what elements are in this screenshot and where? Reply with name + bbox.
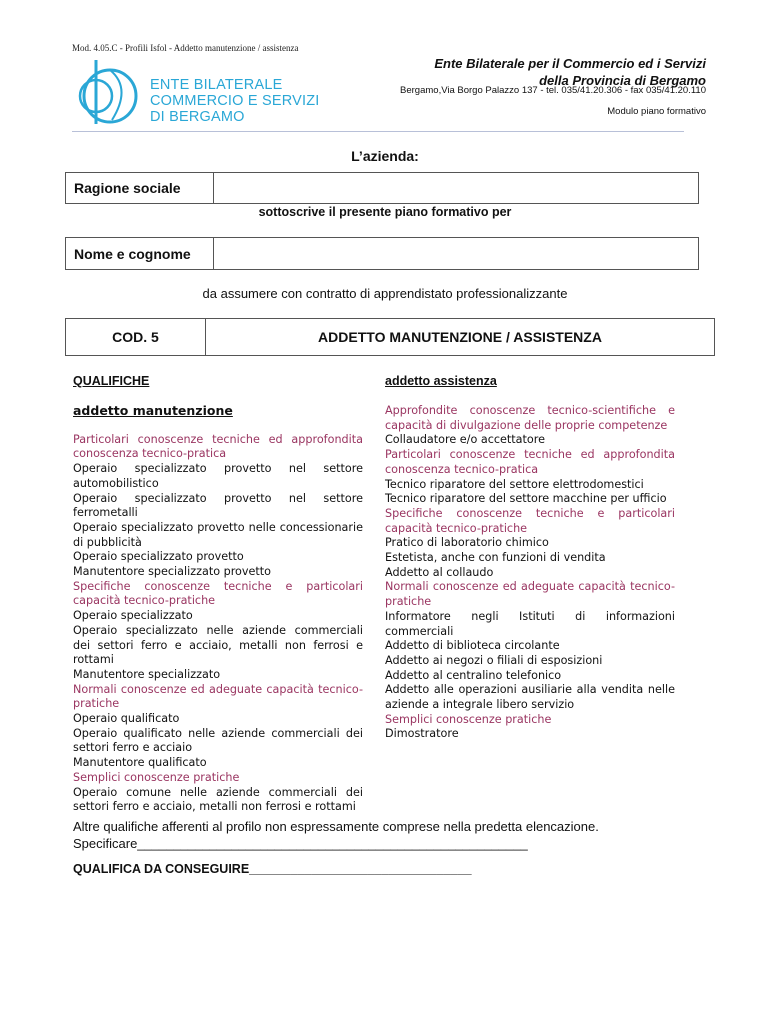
doc-type: Modulo piano formativo: [607, 106, 706, 117]
manutenzione-level-heading: Specifiche conoscenze tecniche e particolari capacità tecnico-pratiche: [73, 579, 363, 608]
profile-box: [65, 318, 715, 356]
assistenza-item: Tecnico riparatore del settore elettrodomestici: [385, 477, 644, 491]
assistenza-list: [385, 404, 675, 742]
logo-line: DI BERGAMO: [150, 109, 245, 125]
ragione-sociale-label: Ragione sociale: [66, 173, 214, 203]
assistenza-item: Tecnico riparatore del settore macchine per ufficio: [385, 492, 667, 506]
manutenzione-item: Manutentore qualificato: [73, 756, 207, 770]
manutenzione-item: Operaio specializzato provetto nel settore automobilistico: [73, 462, 363, 490]
assistenza-column: [385, 404, 675, 742]
assistenza-level-heading: Specifiche conoscenze tecniche e particolari capacità tecnico-pratiche: [385, 506, 675, 535]
org-address: Bergamo,Via Borgo Palazzo 137 - tel. 035/41.20.306 - fax 035/41.20.110: [400, 85, 706, 96]
manutenzione-item: Manutentore specializzato: [73, 667, 221, 681]
specificare-field[interactable]: Specificare______________________________________________________: [73, 836, 528, 851]
manutenzione-item: Operaio specializzato nelle aziende commerciali dei settori ferro e acciaio, metalli non ferrosi e rottami: [73, 623, 363, 667]
cod-label: COD. 5: [66, 319, 206, 355]
manutenzione-item: Operaio specializzato provetto: [73, 550, 244, 564]
nome-cognome-field[interactable]: [214, 238, 698, 269]
altre-qualifiche: [73, 818, 713, 852]
assistenza-level-heading: Semplici conoscenze pratiche: [385, 712, 552, 726]
assistenza-heading: addetto assistenza: [385, 374, 497, 388]
manutenzione-column: [73, 404, 363, 815]
ragione-sociale-row: [65, 172, 699, 204]
assistenza-item: Dimostratore: [385, 727, 459, 741]
header-divider: [72, 131, 684, 132]
assistenza-item: Addetto al collaudo: [385, 565, 494, 579]
assistenza-level-heading: Particolari conoscenze tecniche ed approfondita conoscenza tecnico-pratica: [385, 448, 675, 476]
manutenzione-level-heading: Semplici conoscenze pratiche: [73, 770, 240, 784]
ragione-sociale-field[interactable]: [214, 173, 698, 203]
assistenza-level-heading: Normali conoscenze ed adeguate capacità tecnico-pratiche: [385, 580, 675, 609]
assistenza-item: Addetto di biblioteca circolante: [385, 639, 560, 653]
manutenzione-item: Operaio qualificato nelle aziende commerciali dei settori ferro e acciaio: [73, 726, 363, 755]
manutenzione-item: Manutentore specializzato provetto: [73, 565, 272, 579]
assumere-text: da assumere con contratto di apprendistato professionalizzante: [202, 286, 568, 301]
manutenzione-level-heading: Normali conoscenze ed adeguate capacità tecnico-pratiche: [73, 682, 363, 711]
logo-line: ENTE BILATERALE: [150, 77, 283, 93]
azienda-heading: L’azienda:: [351, 148, 419, 164]
assistenza-level-heading: Approfondite conoscenze tecnico-scientifiche e capacità di divulgazione delle proprie competenze: [385, 404, 675, 432]
assistenza-item: Estetista, anche con funzioni di vendita: [385, 551, 606, 565]
form-code: Mod. 4.05.C - Profili Isfol - Addetto manutenzione / assistenza: [72, 43, 299, 53]
org-name: [434, 55, 706, 89]
manutenzione-level-heading: Particolari conoscenze tecniche ed approfondita conoscenza tecnico-pratica: [73, 432, 363, 461]
manutenzione-item: Operaio qualificato: [73, 712, 180, 726]
manutenzione-item: Operaio specializzato provetto nelle concessionarie di pubblicità: [73, 520, 363, 549]
logo-emblem: [72, 58, 150, 128]
assistenza-item: Addetto al centralino telefonico: [385, 668, 562, 682]
profile-title: ADDETTO MANUTENZIONE / ASSISTENZA: [318, 329, 602, 345]
assistenza-item: Pratico di laboratorio chimico: [385, 536, 549, 550]
org-name-line2: della Provincia di Bergamo: [539, 73, 706, 88]
assistenza-item: Collaudatore e/o accettatore: [385, 433, 545, 447]
manutenzione-subheading: addetto manutenzione: [73, 403, 233, 418]
qualifiche-heading: QUALIFICHE: [73, 374, 150, 388]
manutenzione-item: Operaio specializzato provetto nel settore ferrometalli: [73, 491, 363, 520]
sottoscrive-text: sottoscrive il presente piano formativo per: [258, 205, 512, 219]
logo-line: COMMERCIO E SERVIZI: [150, 93, 320, 109]
assistenza-item: Addetto alle operazioni ausiliarie alla vendita nelle aziende a integrale libero servizio: [385, 683, 675, 712]
nome-cognome-row: [65, 237, 699, 270]
manutenzione-item: Operaio specializzato: [73, 609, 193, 623]
nome-cognome-label: Nome e cognome: [66, 238, 214, 269]
altre-text: Altre qualifiche afferenti al profilo non espressamente comprese nella predetta elencazione.: [73, 819, 599, 834]
manutenzione-list: [73, 433, 363, 815]
assistenza-item: Informatore negli Istituti di informazioni commerciali: [385, 609, 675, 638]
qualifica-da-conseguire[interactable]: QUALIFICA DA CONSEGUIRE________________________________: [73, 862, 472, 876]
manutenzione-item: Operaio comune nelle aziende commerciali dei settori ferro e acciaio, metalli non ferrosi e rottami: [73, 785, 363, 814]
assistenza-item: Addetto ai negozi o filiali di esposizioni: [385, 653, 603, 667]
logo-text: [150, 77, 320, 125]
org-name-line1: Ente Bilaterale per il Commercio ed i Servizi: [434, 56, 706, 71]
